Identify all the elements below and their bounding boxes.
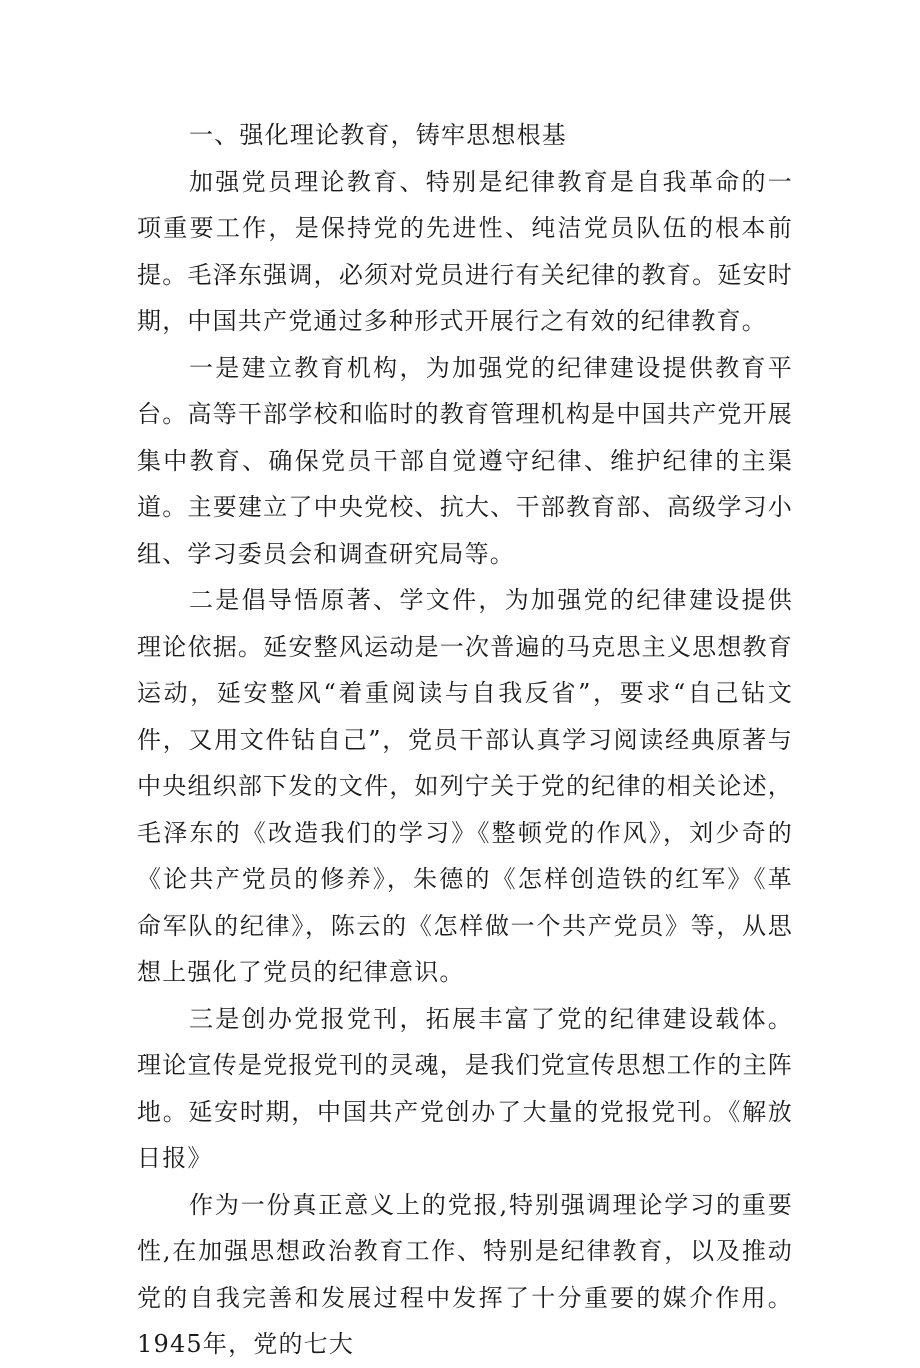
paragraph-point-three: 三是创办党报党刊，拓展丰富了党的纪律建设载体。理论宣传是党报党刊的灵魂，是我们党宣传思想工作的主阵地。延安时期，中国共产党创办了大量的党报党刊。《解放日报》	[137, 1004, 793, 1172]
document-body	[137, 112, 793, 1368]
section-heading: 一、强化理论教育，铸牢思想根基	[189, 121, 567, 149]
paragraph-point-two: 二是倡导悟原著、学文件，为加强党的纪律建设提供理论依据。延安整风运动是一次普遍的马克思主义思想教育运动，延安整风“着重阅读与自我反省”，要求“自己钻文件，又用文件钻自己”，党员干部认真学习阅读经典原著与中央组织部下发的文件，如列宁关于党的纪律的相关论述，毛泽东的《改造我们的学习》《整顿党的作风》，刘少奇的《论共产党员的修养》，朱德的《怎样创造铁的红军》《革命军队的纪律》，陈云的《怎样做一个共产党员》等，从思想上强化了党员的纪律意识。	[137, 586, 793, 986]
paragraph-continuation: 作为一份真正意义上的党报,特别强调理论学习的重要性,在加强思想政治教育工作、特别是纪律教育，以及推动党的自我完善和发展过程中发挥了十分重要的媒介作用。1945年，党的七大	[137, 1190, 793, 1358]
paragraph-intro: 加强党员理论教育、特别是纪律教育是自我革命的一项重要工作，是保持党的先进性、纯洁党员队伍的根本前提。毛泽东强调，必须对党员进行有关纪律的教育。延安时期，中国共产党通过多种形式开展行之有效的纪律教育。	[137, 167, 793, 335]
paragraph-point-one: 一是建立教育机构，为加强党的纪律建设提供教育平台。高等干部学校和临时的教育管理机构是中国共产党开展集中教育、确保党员干部自觉遵守纪律、维护纪律的主渠道。主要建立了中央党校、抗大、干部教育部、高级学习小组、学习委员会和调查研究局等。	[137, 353, 793, 568]
